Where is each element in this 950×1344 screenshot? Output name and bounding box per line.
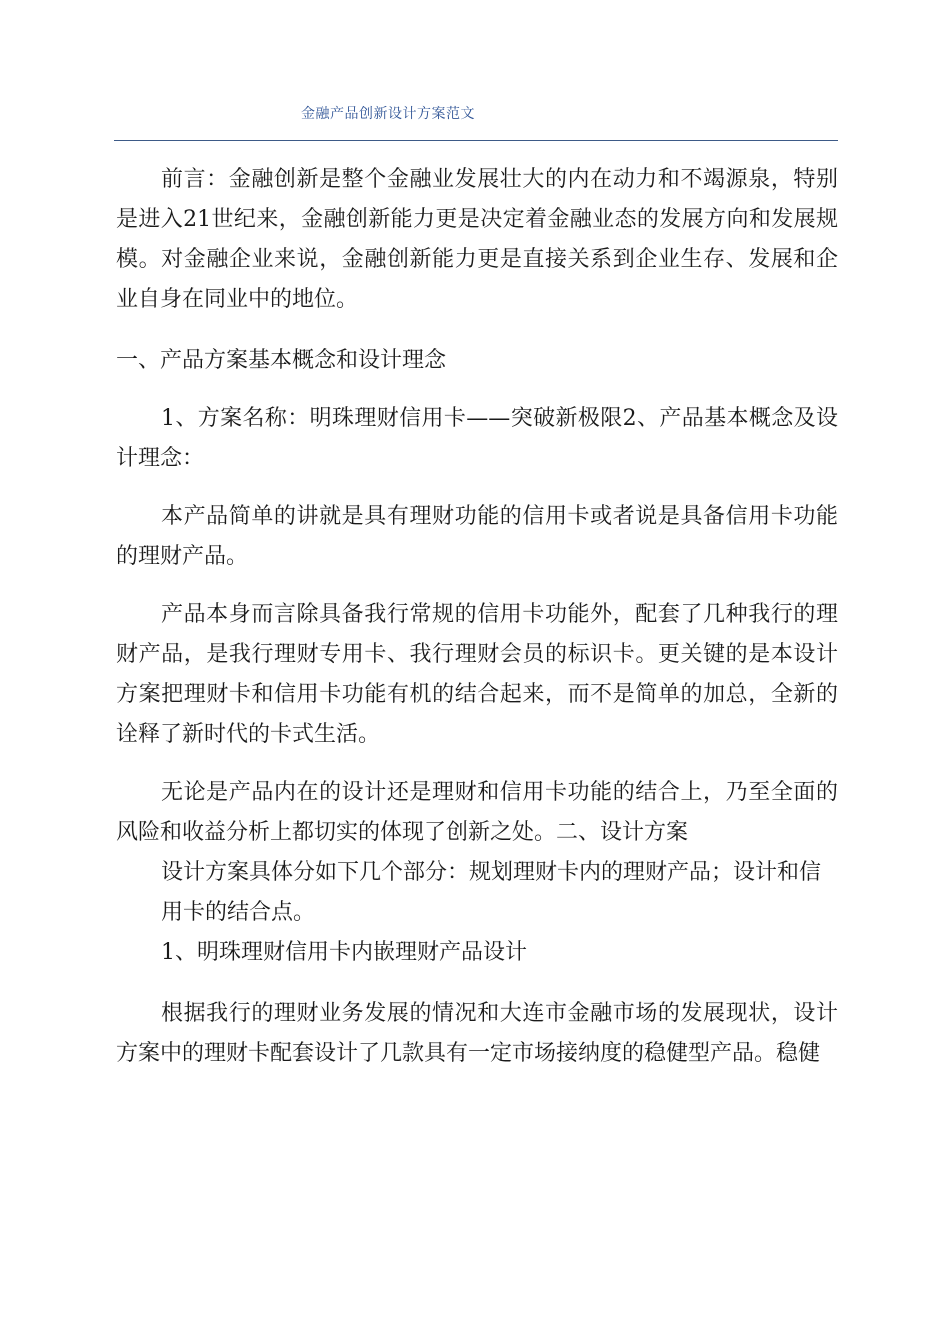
paragraph-design-parts-line2: 用卡的结合点。 bbox=[161, 900, 316, 925]
paragraph-design-parts-line1: 设计方案具体分如下几个部分：规划理财卡内的理财产品；设计和信 bbox=[161, 860, 822, 885]
paragraph-plan-name: 1、方案名称：明珠理财信用卡——突破新极限2、产品基本概念及设计理念： bbox=[116, 406, 838, 471]
document-body bbox=[116, 160, 838, 1074]
page-header-title: 金融产品创新设计方案范文 bbox=[301, 106, 475, 122]
paragraph-product-intro: 本产品简单的讲就是具有理财功能的信用卡或者说是具备信用卡功能的理财产品。 bbox=[116, 504, 838, 569]
paragraph-product-features: 产品本身而言除具备我行常规的信用卡功能外，配套了几种我行的理财产品，是我行理财专用卡、我行理财会员的标识卡。更关键的是本设计方案把理财卡和信用卡功能有机的结合起来，而不是简单的加总，全新的诠释了新时代的卡式生活。 bbox=[116, 602, 838, 747]
subsection-heading-1: 1、明珠理财信用卡内嵌理财产品设计 bbox=[161, 940, 527, 965]
paragraph-preface: 前言：金融创新是整个金融业发展壮大的内在动力和不竭源泉，特别是进入21世纪来，金融创新能力更是决定着金融业态的发展方向和发展规模。对金融企业来说，金融创新能力更是直接关系到企业生存、发展和企业自身在同业中的地位。 bbox=[116, 167, 838, 312]
section-heading-1: 一、产品方案基本概念和设计理念 bbox=[116, 348, 447, 373]
header-divider bbox=[114, 140, 838, 141]
paragraph-innovation: 无论是产品内在的设计还是理财和信用卡功能的结合上，乃至全面的风险和收益分析上都切实的体现了创新之处。二、设计方案 bbox=[116, 780, 838, 845]
paragraph-market-analysis: 根据我行的理财业务发展的情况和大连市金融市场的发展现状，设计方案中的理财卡配套设计了几款具有一定市场接纳度的稳健型产品。稳健 bbox=[116, 1001, 838, 1066]
